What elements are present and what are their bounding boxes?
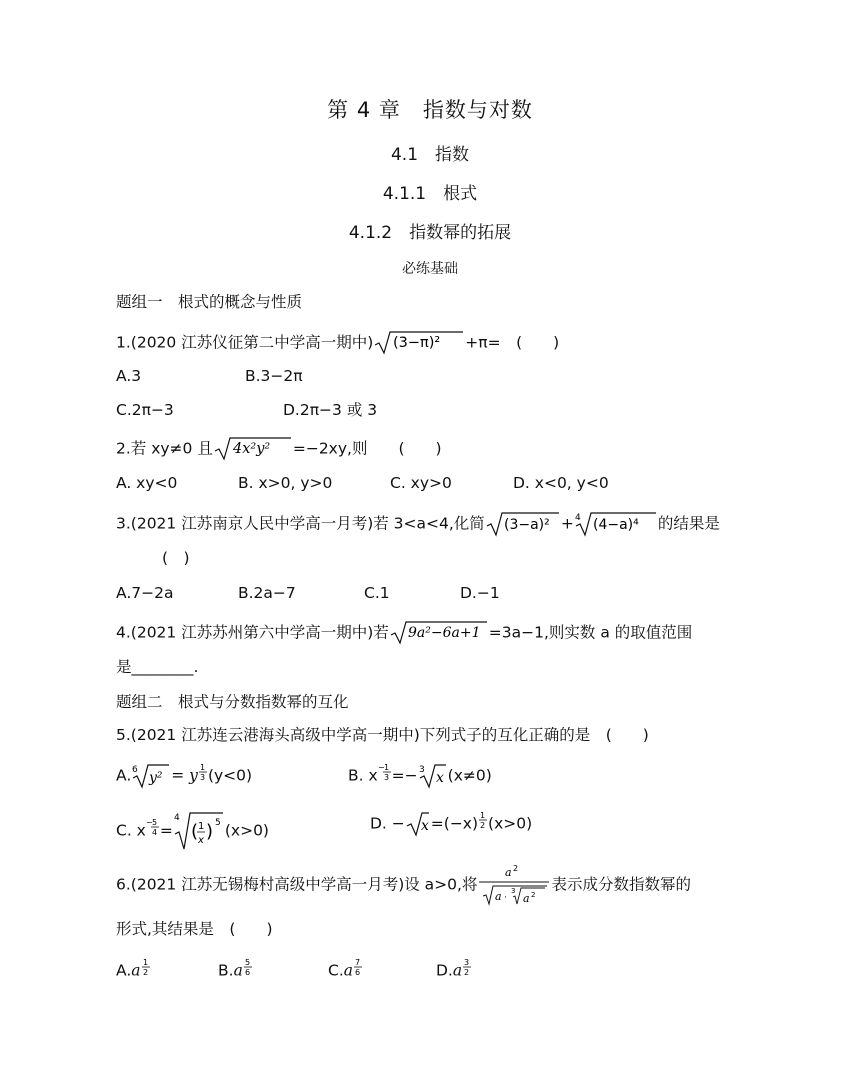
q6-option-c: [328, 958, 363, 984]
q1-option-b: B.3−2π: [245, 367, 303, 385]
question-6-suffix: 表示成分数指数幂的: [551, 875, 691, 894]
radical-sign: [213, 436, 293, 462]
question-2-stem: [116, 436, 442, 462]
option-label: C. x: [116, 821, 146, 840]
equals-part: =: [159, 821, 173, 840]
subsection-title-1: 4.1.1 根式: [382, 184, 478, 204]
question-4-stem: [116, 620, 692, 646]
q6-option-b: [218, 958, 253, 984]
svg-text:5: 5: [244, 958, 250, 967]
radical-index: 3: [418, 765, 425, 775]
question-6-prefix: 6.(2021 江苏无锡梅村高级中学高一月考)设 a>0,将: [116, 875, 478, 894]
radical-sign-4: [574, 510, 658, 538]
svg-text:): ): [205, 821, 213, 842]
q1-option-a: A.3: [116, 367, 142, 385]
group-heading-1: 题组一 根式的概念与性质: [116, 293, 303, 311]
svg-text:−: −: [377, 763, 385, 772]
svg-text:2: 2: [480, 821, 486, 830]
question-4-line2: 是________.: [116, 658, 199, 676]
svg-text:5: 5: [151, 818, 157, 827]
radical-index: 4: [173, 813, 180, 823]
fraction-exponent: [378, 762, 392, 790]
svg-text:3: 3: [383, 773, 389, 782]
radicand: 9a²−6a+1: [407, 625, 481, 641]
equals-part: =(−x): [430, 814, 479, 833]
option-label: B.: [218, 961, 234, 980]
equals-part: =−: [391, 766, 418, 785]
q5-option-a: [116, 762, 252, 790]
radical-sign: [373, 330, 465, 356]
question-6-stem: [116, 862, 691, 908]
option-label: C.: [328, 961, 344, 980]
subsection-title-2: 4.1.2 指数幂的拓展: [348, 223, 512, 243]
fraction-exponent: [198, 762, 208, 790]
radicand: (3−π)²: [393, 335, 441, 351]
q2-option-a: A. xy<0: [116, 474, 178, 492]
svg-text:6: 6: [244, 968, 250, 977]
radical-sign-6: [131, 762, 171, 790]
chapter-title: 第 4 章 指数与对数: [327, 98, 533, 122]
radicand: x: [420, 818, 429, 834]
question-6-line2: 形式,其结果是 ( ): [116, 920, 273, 938]
q2-option-d: D. x<0, y<0: [513, 474, 609, 492]
equals-part: = y: [171, 766, 198, 785]
q2-option-c: C. xy>0: [390, 474, 452, 492]
option-label: D. −: [370, 814, 405, 833]
q1-option-c: C.2π−3: [116, 401, 174, 419]
svg-text:·: ·: [504, 893, 508, 903]
fraction-exponent: [243, 958, 253, 984]
radicand: 4x²y²: [232, 441, 271, 457]
svg-text:−: −: [145, 818, 153, 827]
q5-option-c: [116, 810, 269, 852]
question-3-prefix: 3.(2021 江苏南京人民中学高一月考)若 3<a<4,化简: [116, 514, 485, 533]
group-heading-2: 题组二 根式与分数指数幂的互化: [116, 693, 349, 711]
radicand: (4−a)⁴: [592, 517, 639, 533]
svg-text:a: a: [523, 892, 531, 905]
base: a: [233, 961, 243, 980]
q5-option-b: [348, 762, 492, 790]
practice-label: 必练基础: [402, 261, 458, 277]
radicand: y²: [149, 770, 163, 786]
option-label: A.: [116, 766, 132, 785]
condition: (y<0): [207, 766, 253, 785]
fraction-exponent: [146, 817, 160, 845]
radical-sign: [485, 510, 561, 538]
svg-text:(: (: [190, 821, 198, 842]
q3-bracket: ( ): [162, 549, 190, 567]
svg-text:1: 1: [142, 958, 148, 967]
condition: (x>0): [224, 821, 269, 840]
q3-option-c: C.1: [364, 584, 390, 602]
svg-text:3: 3: [464, 958, 470, 967]
question-1-prefix: 1.(2020 江苏仪征第二中学高一期中): [116, 333, 374, 352]
question-2-suffix: =−2xy,则 ( ): [292, 439, 442, 458]
fraction-exponent: [353, 958, 363, 984]
svg-text:1: 1: [480, 811, 486, 820]
numerator-exponent: 2: [513, 864, 519, 873]
svg-text:1: 1: [199, 763, 206, 772]
svg-text:1: 1: [197, 821, 205, 832]
svg-text:2: 2: [464, 968, 470, 977]
svg-text:3: 3: [511, 887, 516, 895]
radical-sign-3: [418, 762, 448, 790]
svg-text:2: 2: [142, 968, 148, 977]
q3-option-a: A.7−2a: [116, 584, 174, 602]
svg-text:7: 7: [355, 958, 361, 967]
radical-sign: [389, 620, 489, 646]
condition: (x≠0): [447, 766, 492, 785]
q6-option-a: [116, 958, 151, 984]
q6-option-d: [436, 958, 472, 984]
svg-text:1: 1: [383, 763, 389, 772]
question-4-suffix: =3a−1,则实数 a 的取值范围: [488, 623, 693, 642]
section-title: 4.1 指数: [390, 145, 470, 165]
fraction-expression: [477, 862, 551, 908]
plus-sign: +: [560, 514, 574, 533]
svg-text:2: 2: [531, 891, 536, 899]
base: a: [343, 961, 353, 980]
radical-sign: [405, 810, 431, 838]
radical-index: 4: [574, 513, 581, 523]
base: a: [131, 961, 141, 980]
radical-index: 6: [132, 765, 138, 775]
question-5-stem: 5.(2021 江苏连云港海头高级中学高一期中)下列式子的互化正确的是 ( ): [116, 726, 649, 744]
exponent: 5: [214, 818, 221, 828]
svg-text:4: 4: [151, 828, 157, 837]
svg-text:6: 6: [355, 968, 361, 977]
svg-text:x: x: [197, 835, 204, 846]
question-3-suffix: 的结果是: [657, 514, 720, 533]
fraction-exponent: [478, 810, 488, 838]
question-1-stem: [116, 330, 559, 356]
option-label: A.: [116, 961, 132, 980]
svg-text:3: 3: [199, 773, 206, 782]
radical-sign-4: [173, 810, 225, 852]
question-3-stem: [116, 510, 720, 538]
question-1-suffix: +π= ( ): [465, 333, 560, 352]
base: a: [452, 961, 463, 980]
svg-text:a: a: [495, 890, 503, 903]
option-label: D.: [436, 961, 453, 980]
q1-option-d: D.2π−3 或 3: [283, 401, 378, 419]
q5-option-d: [370, 810, 532, 838]
q3-option-d: D.−1: [460, 584, 500, 602]
fraction-exponent: [462, 958, 472, 984]
radicand: x: [435, 770, 444, 786]
question-4-prefix: 4.(2021 江苏苏州第六中学高一期中)若: [116, 623, 389, 642]
fraction-exponent: [141, 958, 151, 984]
q2-option-b: B. x>0, y>0: [238, 474, 333, 492]
numerator: a: [505, 866, 513, 879]
condition: (x>0): [488, 814, 533, 833]
radicand: (3−a)²: [503, 517, 550, 533]
option-label: B. x: [348, 766, 378, 785]
question-2-prefix: 2.若 xy≠0 且: [116, 439, 213, 458]
q3-option-b: B.2a−7: [238, 584, 296, 602]
